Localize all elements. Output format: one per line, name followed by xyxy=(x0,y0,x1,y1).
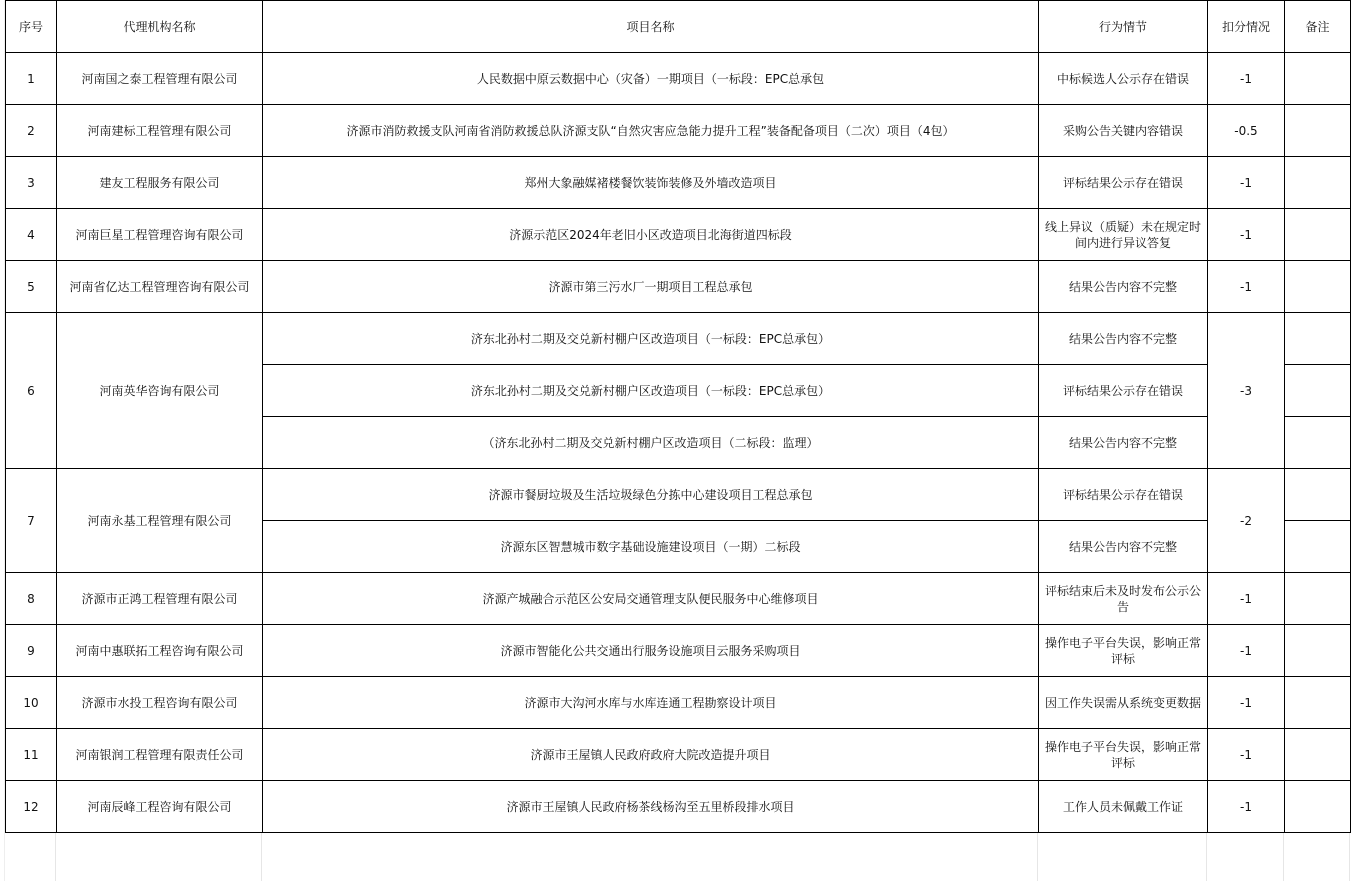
cell-behavior: 中标候选人公示存在错误 xyxy=(1039,53,1208,105)
cell-project: 济东北孙村二期及交兑新村棚户区改造项目（一标段：EPC总承包） xyxy=(263,365,1039,417)
cell-project: 济源东区智慧城市数字基础设施建设项目（一期）二标段 xyxy=(263,521,1039,573)
cell-behavior: 结果公告内容不完整 xyxy=(1039,521,1208,573)
cell-behavior: 评标结果公示存在错误 xyxy=(1039,365,1208,417)
cell-remark xyxy=(1285,209,1351,261)
cell-remark xyxy=(1285,313,1351,365)
table-row xyxy=(6,781,1351,833)
cell-deduction: -3 xyxy=(1208,313,1285,469)
cell-behavior: 因工作失误需从系统变更数据 xyxy=(1039,677,1208,729)
cell-behavior: 线上异议（质疑）未在规定时间内进行异议答复 xyxy=(1039,209,1208,261)
cell-behavior: 结果公告内容不完整 xyxy=(1039,261,1208,313)
table-row xyxy=(6,729,1351,781)
table-row xyxy=(6,625,1351,677)
table-row xyxy=(6,261,1351,313)
cell-remark xyxy=(1285,729,1351,781)
cell-project: 济源市第三污水厂一期项目工程总承包 xyxy=(263,261,1039,313)
cell-agency: 河南银润工程管理有限责任公司 xyxy=(57,729,263,781)
cell-agency: 河南国之泰工程管理有限公司 xyxy=(57,53,263,105)
cell-remark xyxy=(1285,417,1351,469)
cell-remark xyxy=(1285,573,1351,625)
cell-deduction: -1 xyxy=(1208,729,1285,781)
table-row xyxy=(6,469,1351,521)
empty-gridline xyxy=(261,833,262,881)
cell-agency: 河南省亿达工程管理咨询有限公司 xyxy=(57,261,263,313)
cell-project: 济源示范区2024年老旧小区改造项目北海街道四标段 xyxy=(263,209,1039,261)
cell-no: 6 xyxy=(6,313,57,469)
cell-agency: 河南建标工程管理有限公司 xyxy=(57,105,263,157)
agency-penalty-table xyxy=(5,0,1351,833)
cell-agency: 济源市水投工程咨询有限公司 xyxy=(57,677,263,729)
empty-gridline xyxy=(1283,833,1284,881)
cell-remark xyxy=(1285,625,1351,677)
cell-no: 9 xyxy=(6,625,57,677)
cell-deduction: -0.5 xyxy=(1208,105,1285,157)
header-deduction: 扣分情况 xyxy=(1208,1,1285,53)
cell-deduction: -1 xyxy=(1208,625,1285,677)
header-remark: 备注 xyxy=(1285,1,1351,53)
table-row xyxy=(6,573,1351,625)
header-project: 项目名称 xyxy=(263,1,1039,53)
cell-project: 人民数据中原云数据中心（灾备）一期项目（一标段：EPC总承包 xyxy=(263,53,1039,105)
table-row xyxy=(6,313,1351,365)
cell-no: 2 xyxy=(6,105,57,157)
cell-deduction: -1 xyxy=(1208,209,1285,261)
table-row xyxy=(6,53,1351,105)
header-row xyxy=(6,1,1351,53)
cell-no: 8 xyxy=(6,573,57,625)
cell-no: 5 xyxy=(6,261,57,313)
table-row xyxy=(6,677,1351,729)
table-row xyxy=(6,209,1351,261)
empty-gridline xyxy=(1206,833,1207,881)
cell-behavior: 采购公告关键内容错误 xyxy=(1039,105,1208,157)
cell-behavior: 评标结果公示存在错误 xyxy=(1039,157,1208,209)
cell-deduction: -1 xyxy=(1208,781,1285,833)
table-row xyxy=(6,157,1351,209)
header-no: 序号 xyxy=(6,1,57,53)
cell-no: 1 xyxy=(6,53,57,105)
cell-no: 4 xyxy=(6,209,57,261)
cell-project: 济源市餐厨垃圾及生活垃圾绿色分拣中心建设项目工程总承包 xyxy=(263,469,1039,521)
cell-project: 济源市大沟河水库与水库连通工程勘察设计项目 xyxy=(263,677,1039,729)
cell-agency: 河南英华咨询有限公司 xyxy=(57,313,263,469)
cell-no: 7 xyxy=(6,469,57,573)
cell-remark xyxy=(1285,157,1351,209)
cell-remark xyxy=(1285,105,1351,157)
cell-deduction: -1 xyxy=(1208,677,1285,729)
cell-remark xyxy=(1285,521,1351,573)
cell-behavior: 操作电子平台失误，影响正常评标 xyxy=(1039,625,1208,677)
cell-project: 济源市王屋镇人民政府杨茶线杨沟至五里桥段排水项目 xyxy=(263,781,1039,833)
cell-behavior: 结果公告内容不完整 xyxy=(1039,313,1208,365)
cell-agency: 建友工程服务有限公司 xyxy=(57,157,263,209)
empty-gridline xyxy=(1037,833,1038,881)
header-behavior: 行为情节 xyxy=(1039,1,1208,53)
cell-agency: 河南永基工程管理有限公司 xyxy=(57,469,263,573)
cell-project: 郑州大象融媒褚楼餐饮装饰装修及外墙改造项目 xyxy=(263,157,1039,209)
cell-behavior: 评标结束后未及时发布公示公告 xyxy=(1039,573,1208,625)
cell-remark xyxy=(1285,261,1351,313)
cell-remark xyxy=(1285,469,1351,521)
empty-gridline xyxy=(55,833,56,881)
cell-project: 济东北孙村二期及交兑新村棚户区改造项目（一标段：EPC总承包） xyxy=(263,313,1039,365)
cell-no: 3 xyxy=(6,157,57,209)
cell-remark xyxy=(1285,53,1351,105)
cell-project: （济东北孙村二期及交兑新村棚户区改造项目（二标段：监理） xyxy=(263,417,1039,469)
cell-deduction: -1 xyxy=(1208,157,1285,209)
cell-agency: 济源市正鸿工程管理有限公司 xyxy=(57,573,263,625)
cell-deduction: -1 xyxy=(1208,261,1285,313)
cell-project: 济源市智能化公共交通出行服务设施项目云服务采购项目 xyxy=(263,625,1039,677)
cell-deduction: -1 xyxy=(1208,53,1285,105)
cell-remark xyxy=(1285,781,1351,833)
cell-remark xyxy=(1285,365,1351,417)
cell-no: 10 xyxy=(6,677,57,729)
cell-behavior: 操作电子平台失误，影响正常评标 xyxy=(1039,729,1208,781)
cell-project: 济源市王屋镇人民政府政府大院改造提升项目 xyxy=(263,729,1039,781)
cell-project: 济源产城融合示范区公安局交通管理支队便民服务中心维修项目 xyxy=(263,573,1039,625)
cell-behavior: 工作人员未佩戴工作证 xyxy=(1039,781,1208,833)
cell-no: 12 xyxy=(6,781,57,833)
cell-behavior: 评标结果公示存在错误 xyxy=(1039,469,1208,521)
table-row xyxy=(6,105,1351,157)
cell-agency: 河南中惠联拓工程咨询有限公司 xyxy=(57,625,263,677)
cell-deduction: -2 xyxy=(1208,469,1285,573)
cell-agency: 河南巨星工程管理咨询有限公司 xyxy=(57,209,263,261)
cell-agency: 河南辰峰工程咨询有限公司 xyxy=(57,781,263,833)
cell-remark xyxy=(1285,677,1351,729)
cell-deduction: -1 xyxy=(1208,573,1285,625)
header-agency: 代理机构名称 xyxy=(57,1,263,53)
empty-gridline xyxy=(1349,833,1350,881)
cell-project: 济源市消防救援支队河南省消防救援总队济源支队“自然灾害应急能力提升工程”装备配备项目（二次）项目（4包） xyxy=(263,105,1039,157)
cell-behavior: 结果公告内容不完整 xyxy=(1039,417,1208,469)
cell-no: 11 xyxy=(6,729,57,781)
